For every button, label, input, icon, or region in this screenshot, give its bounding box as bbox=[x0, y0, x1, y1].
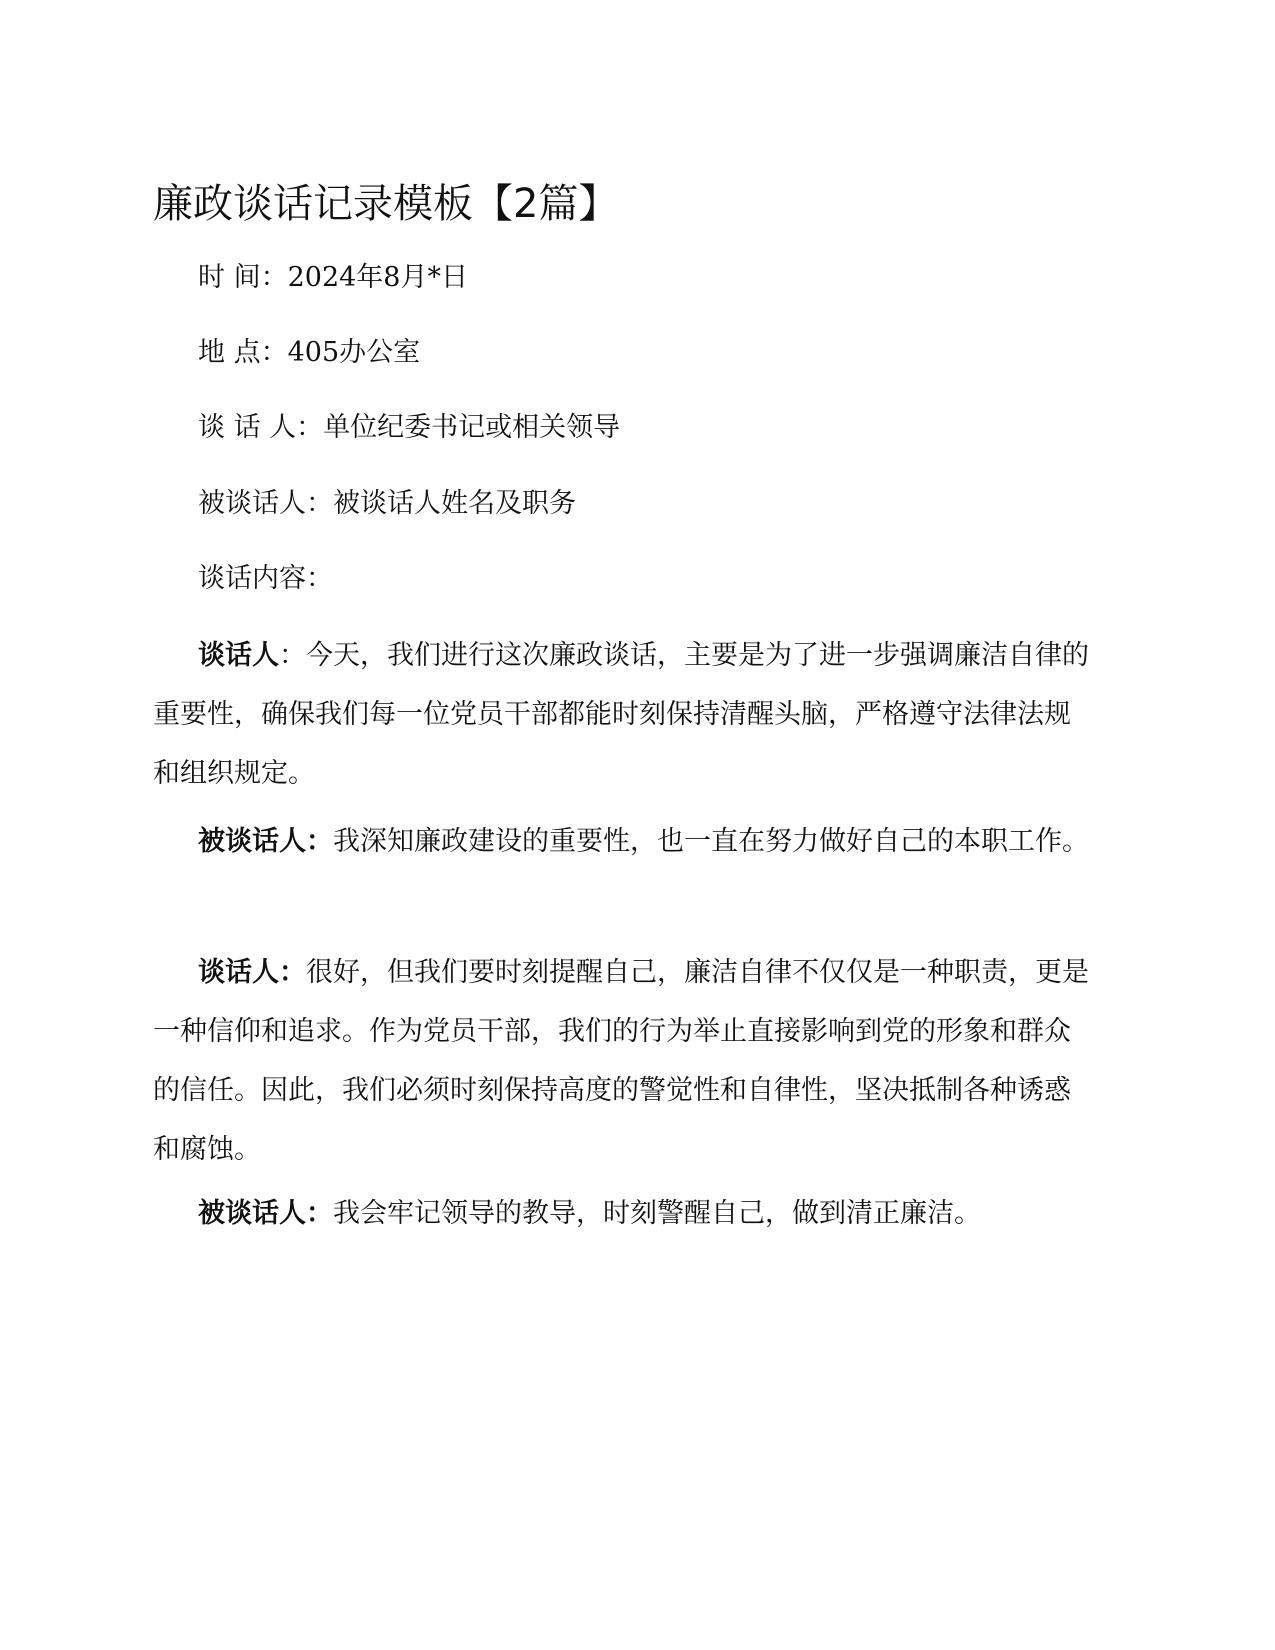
dialogue-paragraph-4 bbox=[153, 1184, 1093, 1243]
dialogue-text: 我会牢记领导的教导，时刻警醒自己，做到清正廉洁。 bbox=[333, 1198, 981, 1229]
meta-content bbox=[198, 559, 333, 599]
meta-time-label: 时 间： bbox=[198, 262, 288, 293]
meta-time-value: 2024年8月*日 bbox=[287, 262, 468, 293]
meta-location bbox=[198, 333, 420, 373]
speaker-label: 被谈话人： bbox=[198, 826, 333, 857]
meta-interviewee-value: 被谈话人姓名及职务 bbox=[333, 488, 576, 519]
dialogue-text: 我深知廉政建设的重要性，也一直在努力做好自己的本职工作。 bbox=[333, 826, 1089, 857]
speaker-label: 谈话人： bbox=[198, 957, 306, 988]
dialogue-text: 今天，我们进行这次廉政谈话，主要是为了进一步强调廉洁自律的重要性，确保我们每一位党员干部都能时刻保持清醒头脑，严格遵守法律法规和组织规定。 bbox=[153, 640, 1089, 789]
meta-interviewer-value: 单位纪委书记或相关领导 bbox=[323, 412, 621, 443]
meta-interviewee-label: 被谈话人： bbox=[198, 488, 333, 519]
meta-interviewer bbox=[198, 408, 620, 448]
meta-location-value: 405办公室 bbox=[287, 337, 421, 368]
meta-time bbox=[198, 258, 468, 298]
meta-interviewer-label: 谈 话 人： bbox=[198, 412, 324, 443]
dialogue-text: 很好，但我们要时刻提醒自己，廉洁自律不仅仅是一种职责，更是一种信仰和追求。作为党员干部，我们的行为举止直接影响到党的形象和群众的信任。因此，我们必须时刻保持高度的警觉性和自律性，坚决抵制各种诱惑和腐蚀。 bbox=[153, 957, 1089, 1165]
meta-location-label: 地 点： bbox=[198, 337, 288, 368]
dialogue-paragraph-1 bbox=[153, 626, 1093, 803]
meta-interviewee bbox=[198, 484, 576, 524]
meta-content-label: 谈话内容： bbox=[198, 563, 333, 594]
speaker-label: 谈话人 bbox=[198, 640, 279, 671]
dialogue-paragraph-3 bbox=[153, 943, 1093, 1179]
speaker-separator: ： bbox=[279, 640, 306, 671]
document-title: 廉政谈话记录模板【2篇】 bbox=[153, 181, 619, 227]
dialogue-paragraph-2 bbox=[153, 812, 1093, 871]
speaker-label: 被谈话人： bbox=[198, 1198, 333, 1229]
